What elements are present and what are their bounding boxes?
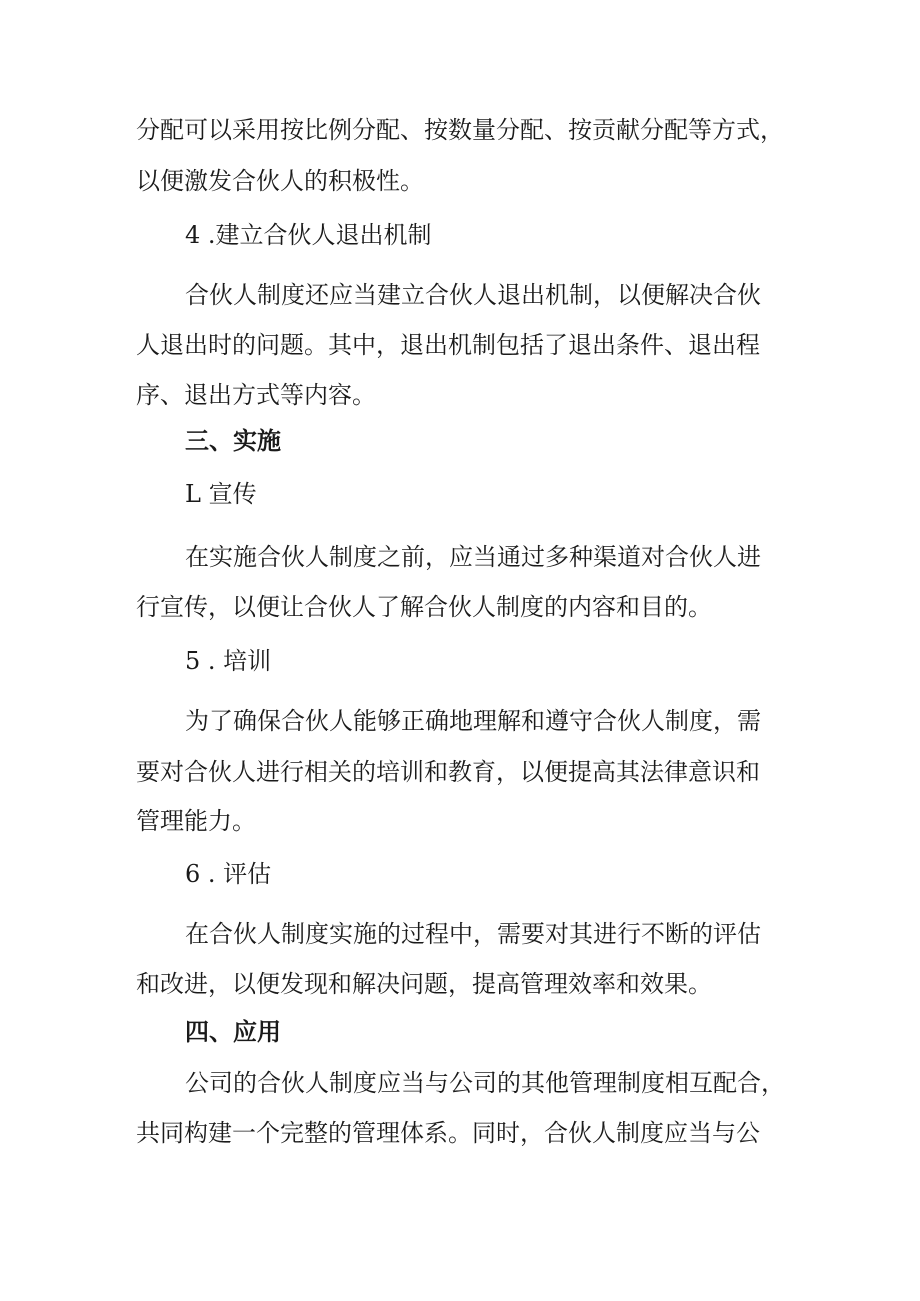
section-heading-exit-mechanism: 4 .建立合伙人退出机制 [185, 221, 432, 249]
paragraph-line: 在合伙人制度实施的过程中，需要对其进行不断的评估 [185, 920, 761, 948]
paragraph-line: 序、退出方式等内容。 [136, 381, 376, 409]
paragraph-line: 在实施合伙人制度之前，应当通过多种渠道对合伙人进 [185, 543, 761, 571]
section-heading-publicity: L 宣传 [185, 480, 257, 508]
paragraph-line: 公司的合伙人制度应当与公司的其他管理制度相互配合， [185, 1069, 785, 1097]
paragraph-line: 以便激发合伙人的积极性。 [136, 167, 424, 195]
paragraph-line: 人退出时的问题。其中，退出机制包括了退出条件、退出程 [136, 331, 760, 359]
section-heading-evaluation: 6 . 评估 [185, 860, 272, 888]
paragraph-line: 为了确保合伙人能够正确地理解和遵守合伙人制度，需 [185, 707, 761, 735]
chapter-heading-application: 四、应用 [185, 1017, 281, 1046]
chapter-heading-implementation: 三、实施 [185, 426, 281, 455]
paragraph-line: 要对合伙人进行相关的培训和教育，以便提高其法律意识和 [136, 758, 760, 786]
paragraph-line: 共同构建一个完整的管理体系。同时，合伙人制度应当与公 [136, 1119, 760, 1147]
section-heading-training: 5 . 培训 [185, 647, 272, 675]
paragraph-line: 和改进，以便发现和解决问题，提高管理效率和效果。 [136, 970, 712, 998]
paragraph-line: 管理能力。 [136, 807, 256, 835]
paragraph-line: 行宣传，以便让合伙人了解合伙人制度的内容和目的。 [136, 593, 712, 621]
paragraph-line: 分配可以采用按比例分配、按数量分配、按贡献分配等方式， [136, 116, 784, 144]
paragraph-line: 合伙人制度还应当建立合伙人退出机制，以便解决合伙 [185, 281, 761, 309]
